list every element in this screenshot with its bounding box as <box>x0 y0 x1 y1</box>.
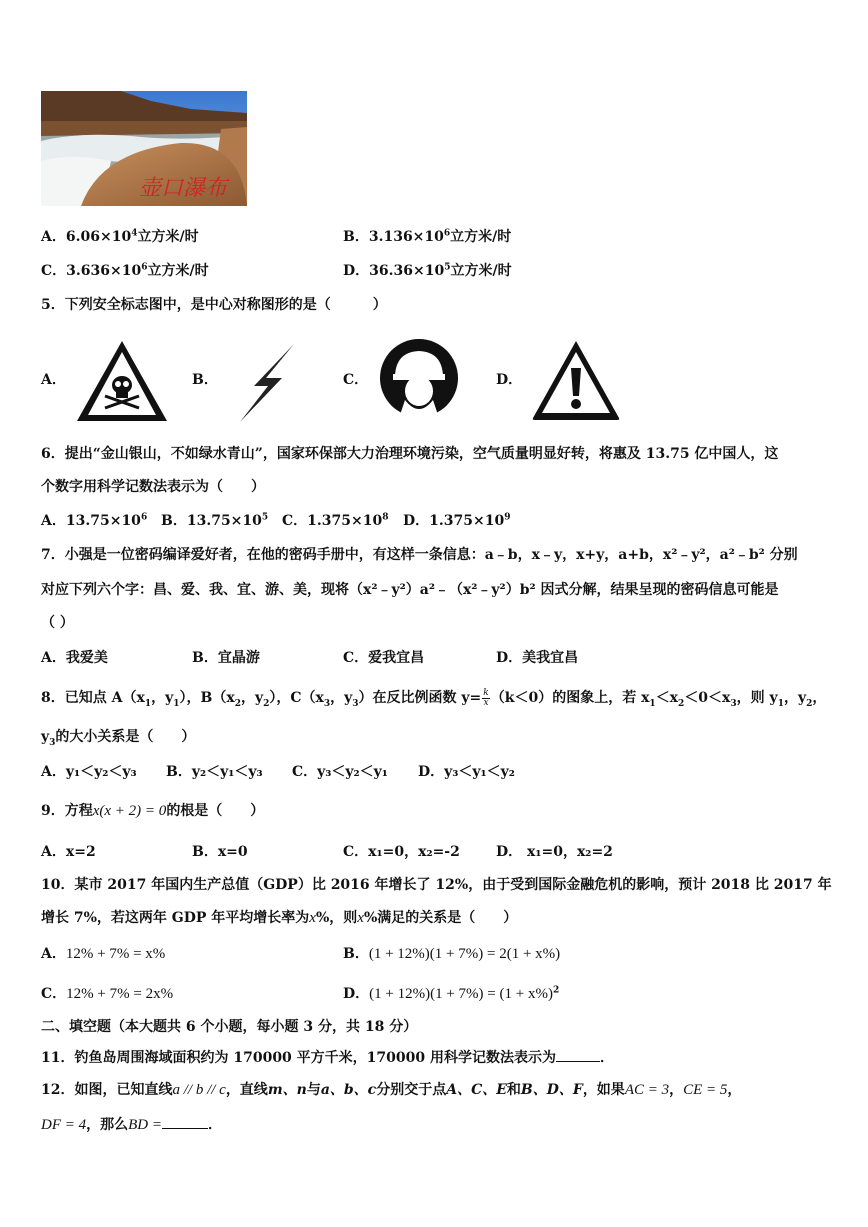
q12-stem-line1: 12．如图，已知直线a // b // c，直线m、n与a、b、c分别交于点A、C、E和B、D、F，如果AC = 3，CE = 5， <box>41 1082 742 1098</box>
q5-label-d: D． <box>496 372 523 388</box>
q11-answer-blank[interactable] <box>556 1047 600 1062</box>
q4-option-c[interactable]: C．$3.636\times 10^6$立方米/时 <box>41 262 209 279</box>
q6-option-a[interactable]: A．$13.75\times 10^6$ <box>41 512 148 529</box>
q5-label-c: C． <box>343 372 369 388</box>
photo-caption: 壶口瀑布 <box>139 176 228 201</box>
q7-option-c[interactable]: C．爱我宜昌 <box>343 650 425 666</box>
q10-option-a[interactable]: A．12% + 7% = x% <box>41 946 166 962</box>
exclamation-warning-icon[interactable] <box>530 338 622 422</box>
q8-option-b[interactable]: B．y₂＜y₁＜y₃ <box>166 764 263 780</box>
q8-option-c[interactable]: C．y₃＜y₂＜y₁ <box>292 764 388 780</box>
q7-stem-line3: （ ） <box>41 615 74 631</box>
q7-option-a[interactable]: A．我爱美 <box>41 650 108 666</box>
q8-option-a[interactable]: A．y₁＜y₂＜y₃ <box>41 764 137 780</box>
q4-option-d[interactable]: D．$36.36\times 10^5$立方米/时 <box>343 262 512 279</box>
waterfall-photo <box>41 91 247 206</box>
q9-option-d[interactable]: D． x₁=0，x₂=2 <box>496 844 613 860</box>
q9-equation: x(x + 2) = 0 <box>92 803 167 819</box>
q9-stem: 9．方程x(x + 2) = 0的根是（ ） <box>41 803 265 819</box>
poison-skull-warning-icon[interactable] <box>75 338 169 424</box>
section-heading-fill-in: 二、填空题（本大题共 6 个小题，每小题 3 分，共 18 分） <box>41 1019 418 1035</box>
q5-stem: 5．下列安全标志图中，是中心对称图形的是（ ） <box>41 297 387 313</box>
hard-hat-required-icon[interactable] <box>379 338 459 418</box>
q7-option-d[interactable]: D．美我宜昌 <box>496 650 579 666</box>
q6-option-b[interactable]: B．$13.75\times 10^5$ <box>161 512 269 529</box>
q9-option-a[interactable]: A．x=2 <box>41 844 96 860</box>
q10-option-b[interactable]: B．(1 + 12%)(1 + 7%) = 2(1 + x%) <box>343 946 561 962</box>
q5-label-a: A． <box>41 372 66 388</box>
q4-option-a[interactable]: A．$6.06\times 10^4$立方米/时 <box>41 228 199 245</box>
q11-stem: 11．钓鱼岛周围海域面积约为 170000 平方千米，170000 用科学记数法表示为 ． <box>41 1047 614 1068</box>
q8-stem-line2: $y_3$的大小关系是（ ） <box>41 729 196 748</box>
lightning-bolt-icon[interactable] <box>236 342 296 424</box>
q4-option-b[interactable]: B．$3.136\times 10^6$立方米/时 <box>343 228 512 245</box>
q7-stem-line2: 对应下列六个字：昌、爱、我、宜、游、美，现将（x²﹣y²）a²﹣（x²﹣y²）b² 因式分解，结果呈现的密码信息可能是 <box>41 582 779 598</box>
q7-stem-line1: 7．小强是一位密码编译爱好者，在他的密码手册中，有这样一条信息：a﹣b，x﹣y，x+y，a+b，x²﹣y²，a²﹣b² 分别 <box>41 547 798 563</box>
q6-stem-line1: 6．提出“金山银山，不如绿水青山”，国家环保部大力治理环境污染，空气质量明显好转，将惠及 13.75 亿中国人，这 <box>41 446 779 462</box>
k-over-x-fraction: $\frac{k}{x}$ <box>483 687 489 708</box>
q10-option-d[interactable]: D．$(1 + 12\%)(1 + 7\%) = (1 + x\%)^2$ <box>343 985 560 1002</box>
q8-option-d[interactable]: D．y₃＜y₁＜y₂ <box>418 764 515 780</box>
q8-stem-line1: 8．已知点 $A(x_1$，$y_1$），$B(x_2$，$y_2$），$C(x_3$，$y_3$）在反比例函数 y= $\frac{k}{x}$ （k＜0）的图象上，若 $x_1<x_2<0<x_3$，则 $y_1$，$y_2$， <box>41 687 827 709</box>
q10-stem-line2: 增长 7%，若这两年 GDP 年平均增长率为x%，则x%满足的关系是（ ） <box>41 910 518 926</box>
q10-option-c[interactable]: C．12% + 7% = 2x% <box>41 986 174 1002</box>
q9-option-c[interactable]: C．x₁=0，x₂=-2 <box>343 844 460 860</box>
q5-label-b: B． <box>192 372 218 388</box>
q9-option-b[interactable]: B．x=0 <box>192 844 248 860</box>
q12-answer-blank[interactable] <box>162 1114 208 1129</box>
q7-option-b[interactable]: B．宜晶游 <box>192 650 260 666</box>
q6-stem-line2: 个数字用科学记数法表示为（ ） <box>41 479 265 495</box>
q10-stem-line1: 10．某市 2017 年国内生产总值（GDP）比 2016 年增长了 12%，由于受到国际金融危机的影响，预计 2018 比 2017 年 <box>41 877 832 893</box>
q12-stem-line2: DF = 4，那么BD = ． <box>41 1114 222 1135</box>
q6-option-d[interactable]: D．$1.375\times 10^9$ <box>403 512 511 529</box>
q6-option-c[interactable]: C．$1.375\times 10^8$ <box>282 512 389 529</box>
